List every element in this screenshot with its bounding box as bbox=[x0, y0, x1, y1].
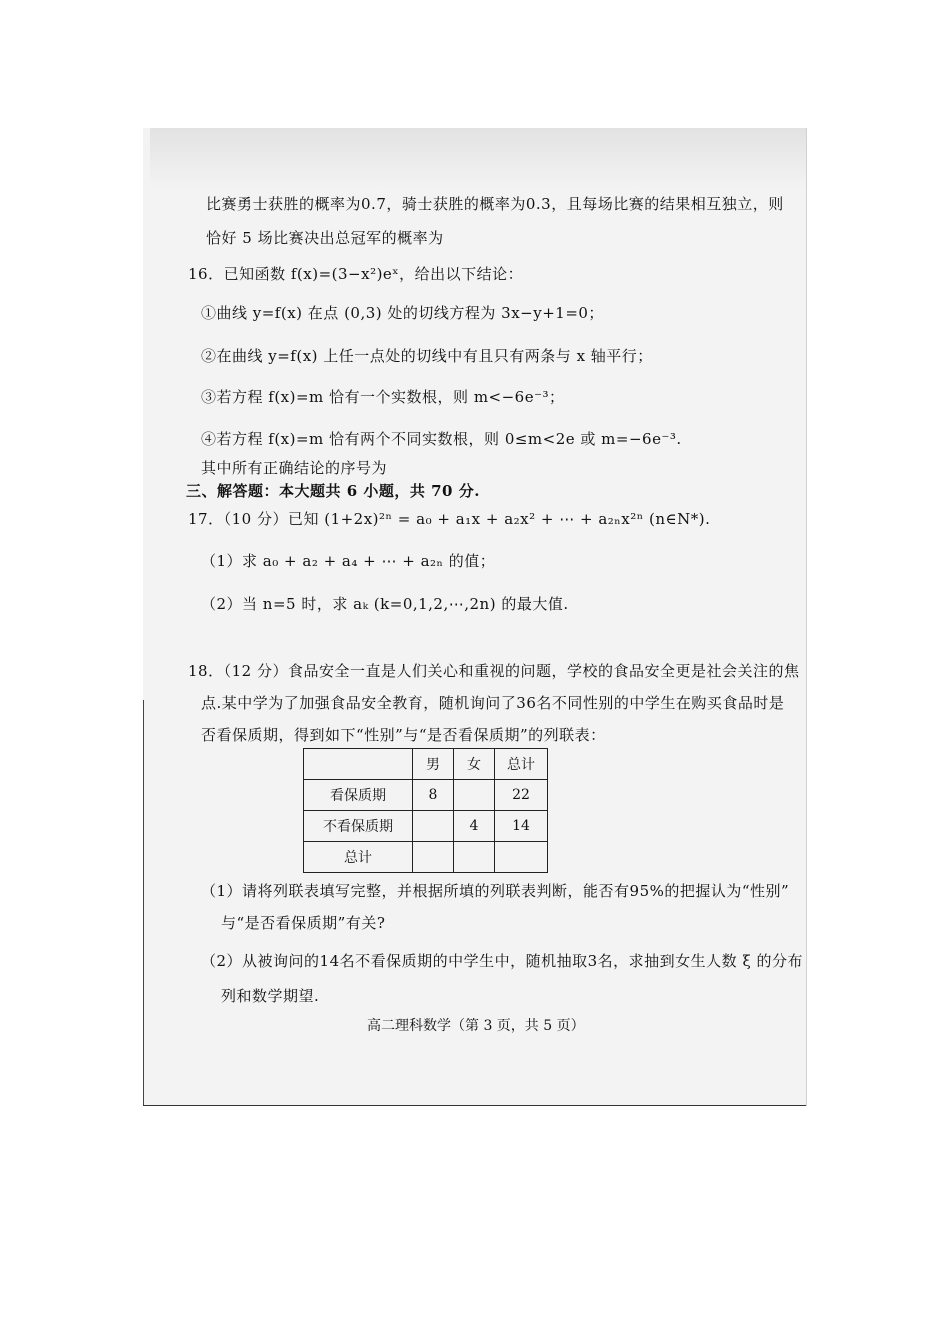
q18-stem-line2: 点.某中学为了加强食品安全教育，随机询问了36名不同性别的中学生在购买食品时是 bbox=[201, 694, 785, 712]
q16-statement-2: ②在曲线 y=f(x) 上任一点处的切线中有且只有两条与 x 轴平行； bbox=[201, 347, 653, 365]
table-cell: 总计 bbox=[304, 842, 413, 873]
table-cell bbox=[413, 811, 454, 842]
table-row bbox=[304, 780, 548, 811]
table-header-row bbox=[304, 749, 548, 780]
q16-statement-1: ①曲线 y=f(x) 在点 (0,3) 处的切线方程为 3x−y+1=0； bbox=[201, 304, 604, 322]
q17-part-2: （2）当 n=5 时，求 aₖ (k=0,1,2,⋯,2n) 的最大值. bbox=[201, 595, 569, 613]
table-cell: 看保质期 bbox=[304, 780, 413, 811]
scan-edge-bottom bbox=[143, 1105, 806, 1106]
q17-part-1: （1）求 a₀ + a₂ + a₄ + ⋯ + a₂ₙ 的值； bbox=[201, 552, 496, 570]
table-cell: 总计 bbox=[495, 749, 548, 780]
q15-continuation-line2: 恰好 5 场比赛决出总冠军的概率为 bbox=[206, 229, 444, 247]
q16-statement-4: ④若方程 f(x)=m 恰有两个不同实数根，则 0≤m<2e 或 m=−6e⁻³. bbox=[201, 430, 682, 448]
q18-part-1-line1: （1）请将列联表填写完整，并根据所填的列联表判断，能否有95%的把握认为“性别” bbox=[201, 882, 790, 900]
table-cell: 不看保质期 bbox=[304, 811, 413, 842]
table-cell: 14 bbox=[495, 811, 548, 842]
table-row bbox=[304, 811, 548, 842]
q18-part-2-line1: （2）从被询问的14名不看保质期的中学生中，随机抽取3名，求抽到女生人数 ξ 的分布 bbox=[201, 952, 803, 970]
table-cell: 男 bbox=[413, 749, 454, 780]
table-cell bbox=[413, 842, 454, 873]
q18-part-1-line2: 与“是否看保质期”有关? bbox=[221, 914, 386, 932]
table-cell: 8 bbox=[413, 780, 454, 811]
table-cell: 4 bbox=[454, 811, 495, 842]
table-cell: 22 bbox=[495, 780, 548, 811]
q16-question: 其中所有正确结论的序号为 bbox=[201, 459, 388, 477]
q15-continuation-line1: 比赛勇士获胜的概率为0.7，骑士获胜的概率为0.3，且每场比赛的结果相互独立，则 bbox=[206, 195, 784, 213]
page-footer: 高二理科数学（第 3 页，共 5 页） bbox=[367, 1018, 585, 1034]
q16-statement-3: ③若方程 f(x)=m 恰有一个实数根，则 m<−6e⁻³； bbox=[201, 388, 565, 406]
table-cell bbox=[304, 749, 413, 780]
table-cell bbox=[495, 842, 548, 873]
q18-stem-line3: 否看保质期，得到如下“性别”与“是否看保质期”的列联表： bbox=[201, 726, 606, 744]
q16-stem: 16．已知函数 f(x)=(3−x²)eˣ，给出以下结论： bbox=[188, 265, 524, 283]
q17-stem: 17．（10 分）已知 (1+2x)²ⁿ = a₀ + a₁x + a₂x² + ⋯ + a₂ₙx²ⁿ (n∈N*). bbox=[188, 510, 711, 528]
table-cell bbox=[454, 780, 495, 811]
section-3-heading: 三、解答题：本大题共 6 小题，共 70 分. bbox=[186, 482, 480, 500]
table-cell bbox=[454, 842, 495, 873]
scan-edge-left bbox=[143, 700, 144, 1106]
q18-stem-line1: 18．（12 分）食品安全一直是人们关心和重视的问题，学校的食品安全更是社会关注的焦 bbox=[188, 662, 800, 680]
q18-part-2-line2: 列和数学期望. bbox=[221, 987, 320, 1005]
contingency-table bbox=[303, 748, 548, 873]
table-row bbox=[304, 842, 548, 873]
scan-shadow bbox=[150, 128, 806, 188]
table-cell: 女 bbox=[454, 749, 495, 780]
